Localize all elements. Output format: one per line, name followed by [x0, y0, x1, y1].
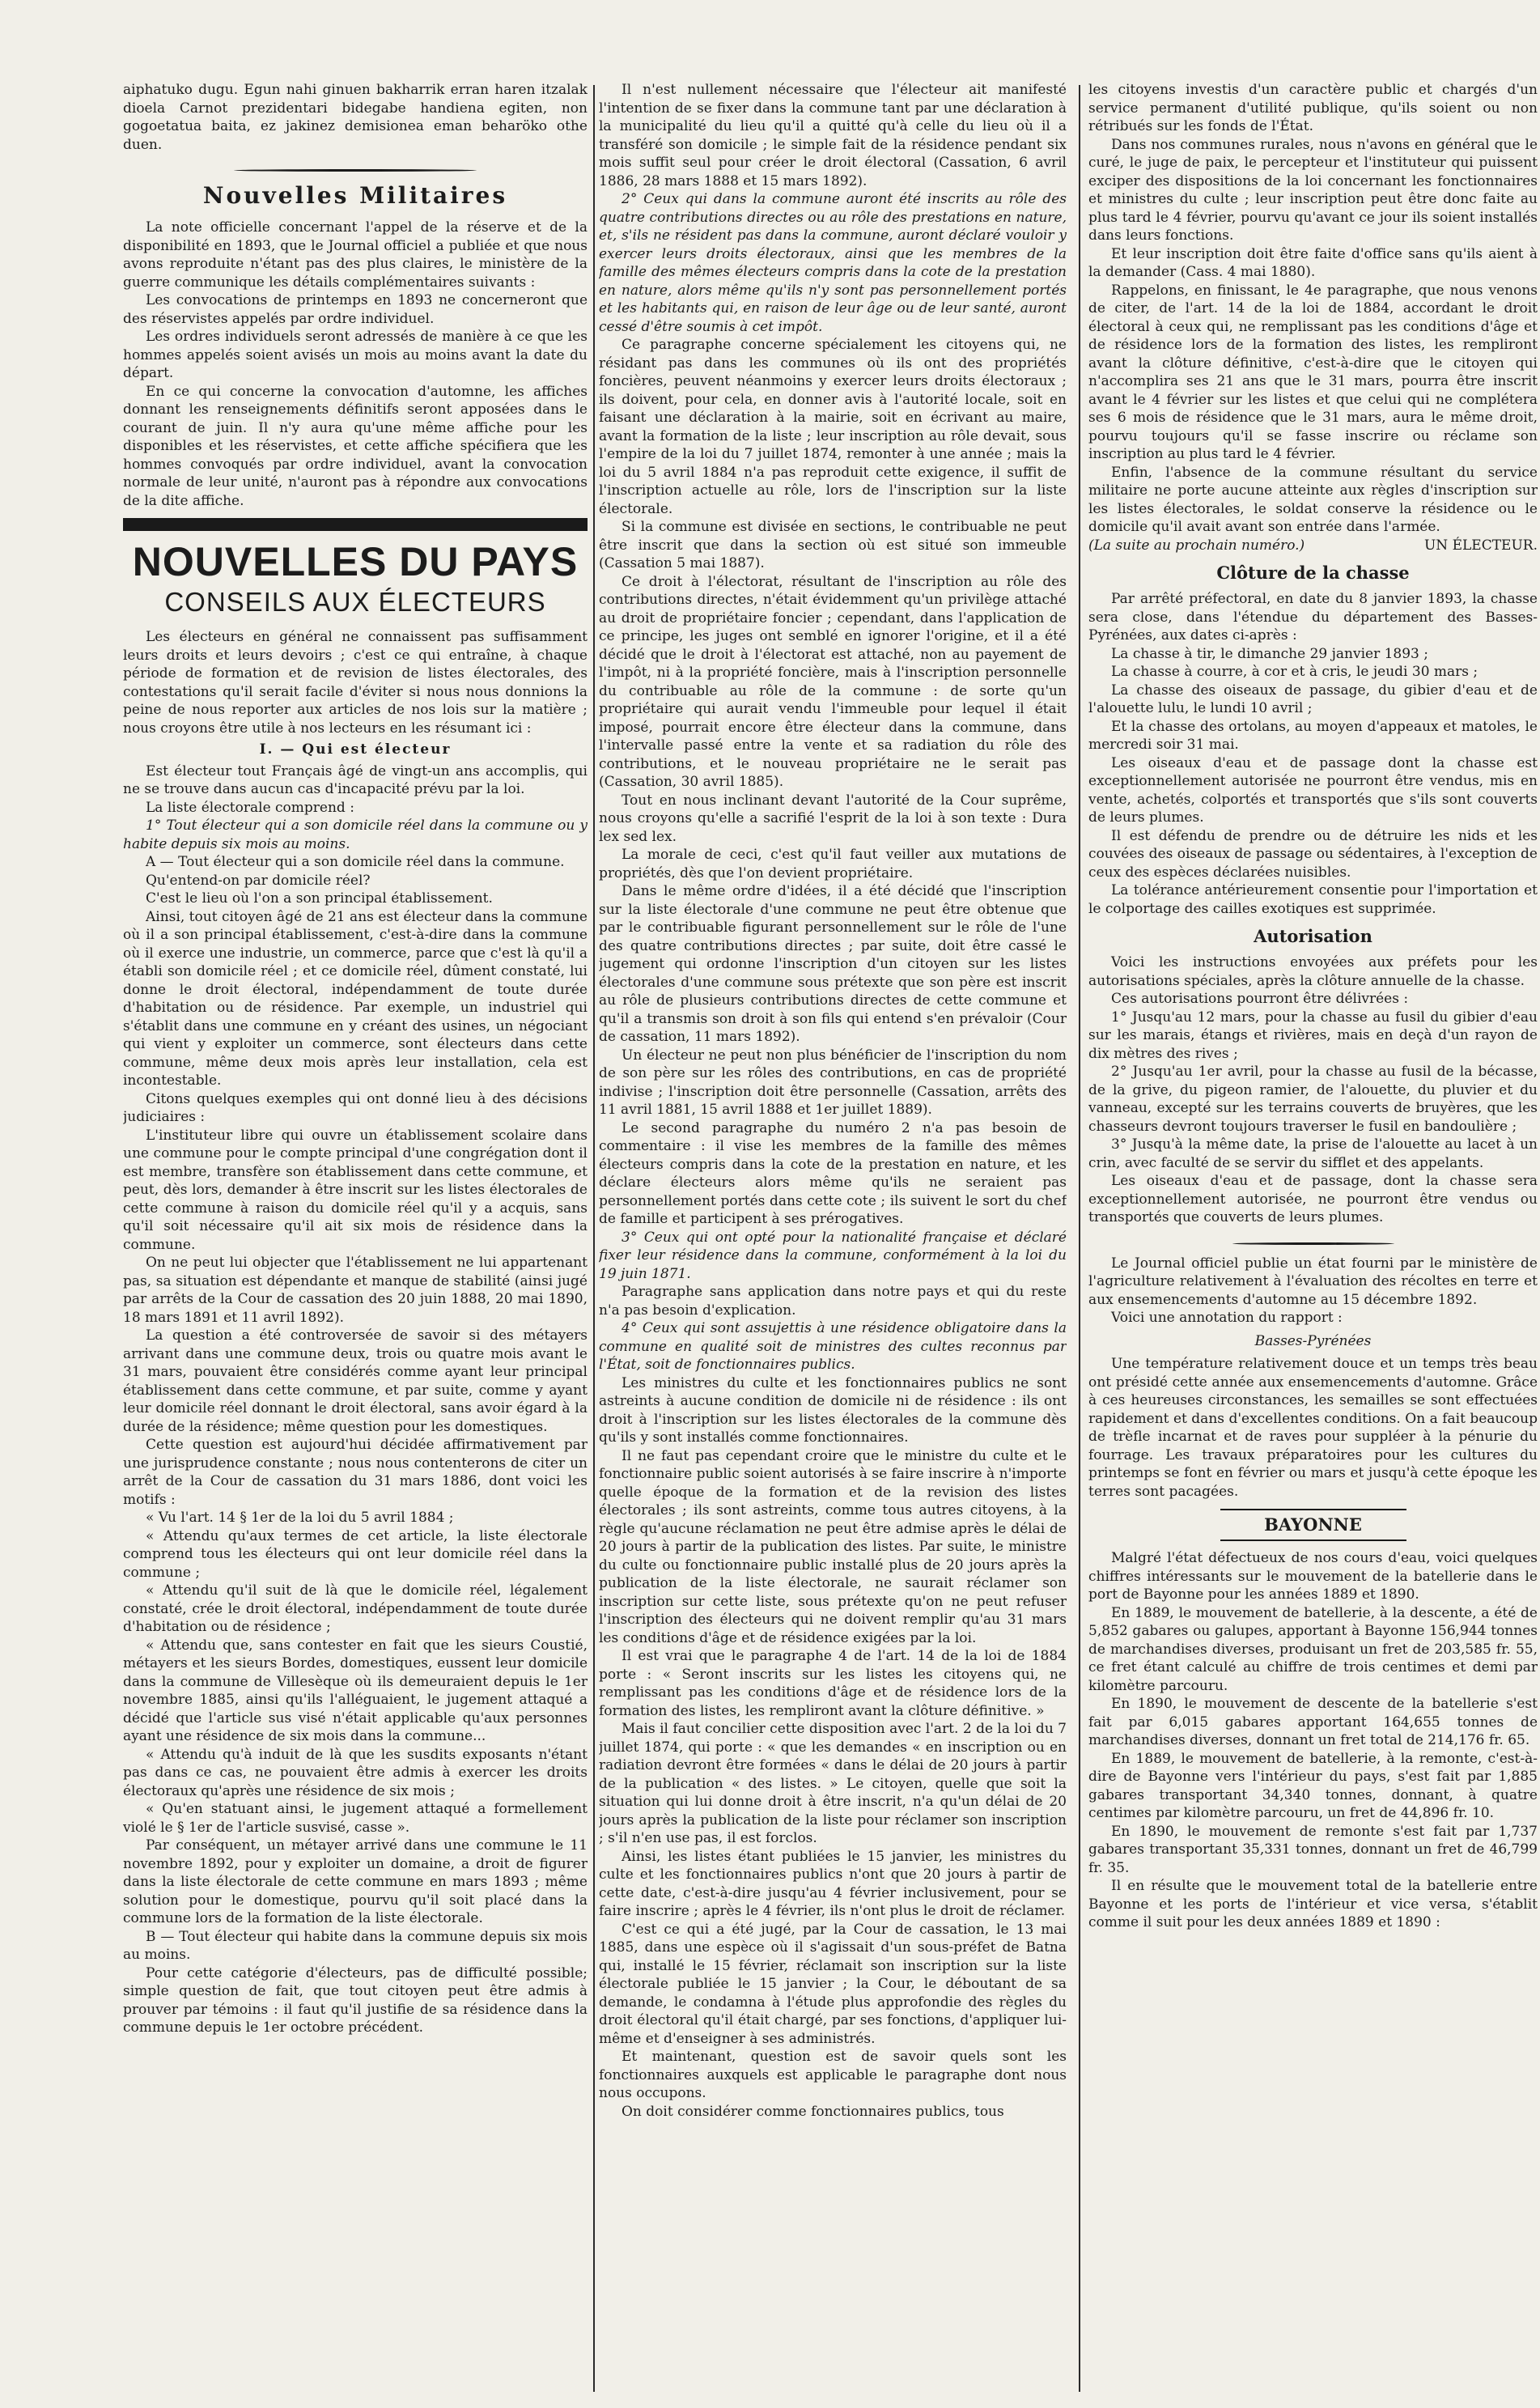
paragraph: Malgré l'état défectueux de nos cours d'eau, voici quelques chiffres intéressants sur le mouvement de la batellerie dans le port de Bayonne pour les années 1889 et 1890. — [1088, 1550, 1538, 1603]
paragraph: « Vu l'art. 14 § 1er de la loi du 5 avril 1884 ; — [146, 1510, 454, 1526]
paragraph: 3° Jusqu'à la même date, la prise de l'alouette au lacet à un crin, avec faculté de se servir du sifflet et des appelants. — [1088, 1136, 1538, 1171]
paragraph: « Qu'en statuant ainsi, le jugement attaqué a formellement violé le § 1er de l'article susvisé, casse ». — [123, 1801, 588, 1836]
paragraph: La chasse à tir, le dimanche 29 janvier 1893 ; — [1111, 645, 1428, 662]
section-bar — [123, 518, 588, 531]
paragraph: Il en résulte que le mouvement total de la batellerie entre Bayonne et les ports de l'intérieur et vice versa, s'établit comme il suit pour les deux années 1889 et 1890 : — [1088, 1878, 1538, 1930]
paragraph: Rappelons, en finissant, le 4e paragraphe, que nous venons de citer, de l'art. 14 de la loi de 1884, accordant le droit électoral à ceux qui, ne remplissant pas les conditions d'âge et de résidence lors de la formation des listes, les rempliront avant la clôture définitive, c'est-à-dire que le citoyen qui n'accomplira ses 21 ans que le 31 mars, pourra être inscrit avant le 4 février sur les listes et que celui qui ne complétera ses 6 mois de résidence que le 31 mars, aura le même droit, pourvu toujours qu'il se fasse inscrire ou réclame son inscription au plus tard le 4 février. — [1088, 282, 1538, 462]
paragraph: La tolérance antérieurement consentie pour l'importation et le colportage des cailles exotiques est supprimée. — [1088, 882, 1538, 917]
paragraph: Il est vrai que le paragraphe 4 de l'art. 14 de la loi de 1884 porte : « Seront inscrits sur les listes les citoyens qui, ne remplissant pas les conditions d'âge et de résidence lors de la formation des listes, les rempliront avant la clôture définitive. » — [599, 1648, 1067, 1719]
paragraph: La chasse des oiseaux de passage, du gibier d'eau et de l'alouette lulu, le lundi 10 avril ; — [1088, 682, 1538, 716]
paragraph: Paragraphe sans application dans notre pays et qui du reste n'a pas besoin d'explication. — [599, 1284, 1067, 1319]
paragraph: C'est ce qui a été jugé, par la Cour de cassation, le 13 mai 1885, dans une espèce où il s'agissait d'un sous-préfet de Batna qui, installé le 15 février, réclamait son inscription sur la liste électorale publiée le 15 janvier ; la Cour, le déboutant de sa demande, le condamna à l'étude plus approfondie des règles du droit électoral qu'il était chargé, par ses fonctions, d'appliquer lui-même et d'enseigner à ses administrés. — [599, 1921, 1067, 2047]
paragraph: Par conséquent, un métayer arrivé dans une commune le 11 novembre 1892, pour y exploiter un domaine, a droit de figurer dans la liste électorale de cette commune en mars 1893 ; même solution pour le domestique, pourvu qu'il soit placé dans la commune lors de la formation de la liste électorale. — [123, 1837, 588, 1926]
paragraph: Citons quelques exemples qui ont donné lieu à des décisions judiciaires : — [123, 1090, 588, 1125]
paragraph: Dans le même ordre d'idées, il a été décidé que l'inscription sur la liste électorale d'une commune ne peut être obtenue que par le contribuable figurant personnellement sur le rôle de l'une des quatre contributions directes ; par suite, doit être cassé le jugement qui ordonne l'inscription d'un citoyen sur les listes électorales d'une commune sous prétexte que son père est inscrit au rôle de plusieurs contributions directes de cette commune et qu'il a transmis son droit à son fils qui entend s'en prévaloir (Cour de cassation, 11 mars 1892). — [599, 883, 1067, 1045]
heading-nouvelles-du-pays: NOUVELLES DU PAYS — [132, 539, 579, 584]
paragraph: Tout en nous inclinant devant l'autorité de la Cour suprême, nous croyons qu'elle a sacrifié l'esprit de la loi à son texte : Dura lex sed lex. — [599, 792, 1067, 845]
paragraph: En 1889, le mouvement de batellerie, à la descente, a été de 5,852 gabares ou galupes, apportant à Bayonne 156,944 tonnes de marchandises diverses, produisant un fret de 203,585 fr. 55, ce fret étant calculé au chiffre de trois centimes et demi par kilomètre parcouru. — [1088, 1604, 1538, 1694]
paragraph: les citoyens investis d'un caractère public et chargés d'un service permanent d'utilité publique, qu'ils soient ou non rétribués sur les fonds de l'État. — [1088, 82, 1538, 134]
paragraph: Si la commune est divisée en sections, le contribuable ne peut être inscrit que dans la section où est situé son immeuble (Cassation 5 mai 1887). — [599, 519, 1067, 571]
paragraph: Ces autorisations pourront être délivrées : — [1111, 991, 1409, 1007]
paragraph: En 1889, le mouvement de batellerie, à la remonte, c'est-à-dire de Bayonne vers l'intérieur du pays, s'est fait par 1,885 gabares transportant 34,340 tonnes, donnant, à quatre centimes par kilomètre parcouru, un fret de 44,896 fr. 10. — [1088, 1750, 1538, 1821]
paragraph: C'est le lieu où l'on a son principal établissement. — [146, 890, 493, 907]
column-2 — [599, 81, 1067, 2384]
paragraph: Ce droit à l'électorat, résultant de l'inscription au rôle des contributions directes, n'était évidemment qu'un privilège attaché au droit de propriétaire foncier ; cependant, dans l'application de ce principe, les juges ont semblé en ignorer l'origine, et il a été décidé que le droit à l'électorat est attaché, non au payement de l'impôt, ni à la propriété foncière, mais à l'inscription personnelle du contribuable au rôle de la commune : de sorte qu'un propriétaire qui aurait vendu l'immeuble pour lequel il était imposé, pourrait encore être électeur dans la commune, dans l'intervalle passé entre la vente et sa radiation du rôle des contributions, et le nouveau propriétaire ne le serait pas (Cassation, 30 avril 1885). — [599, 573, 1067, 790]
paragraph: Voici les instructions envoyées aux préfets pour les autorisations spéciales, après la clôture annuelle de la chasse. — [1088, 954, 1538, 989]
paragraph: Les oiseaux d'eau et de passage, dont la chasse sera exceptionnellement autorisée, ne pourront être vendus ou transportés que couverts de leurs plumes. — [1088, 1173, 1538, 1225]
paragraph: Les convocations de printemps en 1893 ne concerneront que des réservistes appelés par ordre individuel. — [123, 292, 588, 327]
column-rule-1 — [593, 85, 595, 2392]
paragraph: Enfin, l'absence de la commune résultant du service militaire ne porte aucune atteinte aux règles d'inscription sur les listes électorales, le soldat conserve la résidence ou le domicile qu'il avait avant son entrée dans l'armée. — [1088, 464, 1538, 535]
paragraph: Les oiseaux d'eau et de passage dont la chasse est exceptionnellement autorisée ne pourront être vendus, mis en vente, achetés, colportés et transportés que s'ils sont couverts de leurs plumes. — [1088, 754, 1538, 826]
heading-conseils: CONSEILS AUX ÉLECTEURS — [164, 587, 546, 617]
paragraph: Les électeurs en général ne connaissent pas suffisamment leurs droits et leurs devoirs ; c'est ce qui entraîne, à chaque période de formation et de revision de listes électorales, des contestations qu'il serait facile d'éviter si nous nous donnions la peine de nous reporter aux articles de nos lois sur la matière ; nous croyons être utile à nos lecteurs en les résumant ici : — [123, 629, 588, 737]
paragraph: Ainsi, tout citoyen âgé de 21 ans est électeur dans la commune où il a son principal établissement, c'est-à-dire dans la commune où il exerce une industrie, un commerce, parce que c'est là qu'il a établi son domicile réel ; et ce domicile réel, dûment constaté, lui donne le droit électoral, indépendamment de toute durée d'habitation ou de résidence. Par exemple, un industriel qui s'établit dans une commune en y créant des usines, un négociant qui vient y exploiter un commerce, sont électeurs dans cette commune, même deux mois après leur installation, cela est incontestable. — [123, 908, 588, 1089]
paragraph: A — Tout électeur qui a son domicile réel dans la commune. — [146, 854, 565, 870]
column-3 — [1088, 81, 1538, 2384]
paragraph: 1° Jusqu'au 12 mars, pour la chasse au fusil du gibier d'eau sur les marais, étangs et rivières, mais en deçà d'un rayon de dix mètres des rives ; — [1088, 1009, 1538, 1062]
paragraph: On doit considérer comme fonctionnaires publics, tous — [622, 2103, 1004, 2120]
paragraph: Ainsi, les listes étant publiées le 15 janvier, les ministres du culte et les fonctionnaires publics n'ont que 20 jours à partir de cette date, c'est-à-dire jusqu'au 4 février inclusivement, pour se faire inscrire ; après le 4 février, ils n'ont plus le droit de réclamer. — [599, 1848, 1067, 1919]
paragraph: La question a été controversée de savoir si des métayers arrivant dans une commune deux, trois ou quatre mois avant le 31 mars, pouvaient être considérés comme ayant leur principal établissement dans cette commune, et par suite, comme y ayant leur domicile réel donnant le droit électoral, sans avoir égard à la durée de la résidence; même question pour les domestiques. — [123, 1327, 588, 1435]
paragraph: Cette question est aujourd'hui décidée affirmativement par une jurisprudence constante ; nous nous contenterons de citer un arrêt de la Cour de cassation du 31 mars 1886, dont voici les motifs : — [123, 1437, 588, 1508]
heading-chasse: Clôture de la chasse — [1216, 563, 1410, 583]
paragraph: « Attendu qu'aux termes de cet article, la liste électorale comprend tous les électeurs qui ont leur domicile réel dans la commune ; — [123, 1527, 588, 1581]
paragraph: L'instituteur libre qui ouvre un établissement scolaire dans une commune pour le compte principal d'une congrégation dont il est membre, transfère son établissement dans cette commune, et peut, dès lors, demander à être inscrit sur les listes électorales de cette commune à raison du domicile réel qu'il y a acquis, sans qu'il soit nécessaire qu'il ait six mois de résidence dans la commune. — [123, 1127, 588, 1253]
paragraph: Mais il faut concilier cette disposition avec l'art. 2 de la loi du 7 juillet 1874, qui porte : « que les demandes « en inscription ou en radiation devront être formées « dans le délai de 20 jours à partir de la publication « des listes. » Le citoyen, quelle que soit la situation qui lui donne droit à être inscrit, n'a qu'un délai de 20 jours après la publication de la liste pour réclamer son inscription ; s'il n'en use pas, il est forclos. — [599, 1721, 1067, 1846]
column-rule-2 — [1079, 85, 1080, 2392]
column-1 — [123, 81, 588, 2384]
paragraph: 1° Tout électeur qui a son domicile réel dans la commune ou y habite depuis six mois au moins. — [123, 818, 588, 852]
continued-note: (La suite au prochain numéro.) — [1088, 537, 1305, 554]
paragraph: On ne peut lui objecter que l'établissement ne lui appartenant pas, sa situation est dépendante et manque de stabilité (ainsi jugé par arrêts de la Cour de cassation des 20 juin 1888, 20 mai 1890, 18 mars 1891 et 11 avril 1892). — [123, 1255, 588, 1326]
paragraph: B — Tout électeur qui habite dans la commune depuis six mois au moins. — [123, 1928, 588, 1963]
paragraph: Les ordres individuels seront adressés de manière à ce que les hommes appelés soient avisés un mois au moins avant la date du départ. — [123, 329, 588, 381]
paragraph: En 1890, le mouvement de remonte s'est fait par 1,737 gabares transportant 35,331 tonnes, donnant un fret de 46,799 fr. 35. — [1088, 1823, 1538, 1876]
paragraph: 2° Jusqu'au 1er avril, pour la chasse au fusil de la bécasse, de la grive, du pigeon ramier, de l'alouette, du pluvier et du vanneau, excepté sur les terrains couverts de bruyères, que les chasseurs devront toujours traverser le fusil en bandoulière ; — [1088, 1064, 1538, 1135]
paragraph: 4° Ceux qui sont assujettis à une résidence obligatoire dans la commune en qualité soit de ministres des cultes reconnus par l'État, soit de fonctionnaires publics. — [599, 1320, 1067, 1373]
paragraph: La morale de ceci, c'est qu'il faut veiller aux mutations de propriétés, dès que l'on devient propriétaire. — [599, 847, 1067, 881]
paragraph: Qu'entend-on par domicile réel? — [146, 872, 371, 889]
paragraph: Les ministres du culte et les fonctionnaires publics ne sont astreints à aucune condition de domicile ni de résidence : ils ont droit à l'inscription sur les listes électorales de la commune dès qu'ils y sont installés comme fonctionnaires. — [599, 1374, 1067, 1446]
paragraph: Dans nos communes rurales, nous n'avons en général que le curé, le juge de paix, le percepteur et l'instituteur qui puissent exciper des dispositions de la loi concernant les fonctionnaires et ministres du culte ; leur inscription peut être donc faite au plus tard le 4 février, pourvu qu'avant ce jour ils soient installés dans leurs fonctions. — [1088, 136, 1538, 244]
ornament-divider — [1232, 1238, 1394, 1250]
paragraph: Une température relativement douce et un temps très beau ont présidé cette année aux ensemencements d'automne. Grâce à ces heureuses circonstances, les semailles se sont effectuées rapidement et dans d'excellentes conditions. On a fait beaucoup de trèfle incarnat et de raves pour suppléer à la pénurie du fourrage. Les travaux préparatoires pour les cultures du printemps se font en février ou mars et jusqu'à cette époque les terres sont pacagées. — [1088, 1356, 1538, 1500]
paragraph: Et la chasse des ortolans, au moyen d'appeaux et matoles, le mercredi soir 31 mai. — [1088, 718, 1538, 753]
paragraph: Le second paragraphe du numéro 2 n'a pas besoin de commentaire : il vise les membres de la famille des mêmes électeurs compris dans la cote de la prestation en nature, et les déclare électeurs alors même qu'ils ne seraient pas personnellement portés dans cette cote ; ils suivent le sort du chef de famille et participent à ses prérogatives. — [599, 1119, 1067, 1227]
paragraph: 2° Ceux qui dans la commune auront été inscrits au rôle des quatre contributions directes ou au rôle des prestations en nature, et, s'ils ne résident pas dans la commune, auront déclaré vouloir y exercer leurs droits électoraux, ainsi que les membres de la famille des mêmes électeurs compris dans la cote de la prestation en nature, alors même qu'ils n'y sont pas personnellement portés et les habitants qui, en raison de leur âge ou de leur santé, auront cessé d'être soumis à cet impôt. — [599, 191, 1067, 335]
paragraph: Le Journal officiel publie un état fourni par le ministère de l'agriculture relativement à l'évaluation des récoltes en terre et aux ensemencements d'automne au 15 décembre 1892. — [1088, 1255, 1538, 1308]
paragraph: Il est défendu de prendre ou de détruire les nids et les couvées des oiseaux de passage ou sédentaires, à l'exception de ceux des espèces déclarées nuisibles. — [1088, 827, 1538, 881]
ornament-divider — [234, 165, 477, 176]
heading-bayonne: BAYONNE — [1220, 1509, 1406, 1541]
paragraph: Voici une annotation du rapport : — [1111, 1310, 1343, 1326]
paragraph: Il ne faut pas cependant croire que le ministre du culte et le fonctionnaire public soient autorisés à se faire inscrire à n'importe quelle époque de la formation et de la revision des listes électorales ; ils sont astreints, comme tous autres citoyens, à la règle qu'aucune réclamation ne peut être admise après le délai de 20 jours à partir de la publication des listes. Par suite, le ministre du culte ou fonctionnaire public installé plus de 20 jours après la publication de la liste électorale, ne saurait réclamer son inscription sur cette liste, sous prétexte qu'on ne peut refuser l'inscription des électeurs qui ne doivent remplir qu'au 31 mars les conditions d'âge et de résidence exigées par la loi. — [599, 1447, 1067, 1646]
paragraph: Il n'est nullement nécessaire que l'électeur ait manifesté l'intention de se fixer dans la commune tant par une déclaration à la municipalité du lieu qu'il a quitté qu'à celle du lieu où il a transféré son domicile ; le simple fait de la résidence pendant six mois suffit seul pour créer le droit électoral (Cassation, 6 avril 1886, 28 mars 1888 et 15 mars 1892). — [599, 82, 1067, 189]
paragraph: En 1890, le mouvement de descente de la batellerie s'est fait par 6,015 gabares apportant 164,655 tonnes de marchandises diverses, donnant un fret total de 214,176 fr. 65. — [1088, 1696, 1538, 1748]
paragraph: La liste électorale comprend : — [146, 799, 354, 816]
paragraph: Ce paragraphe concerne spécialement les citoyens qui, ne résidant pas dans les communes où ils ont des propriétés foncières, peuvent néanmoins y exercer leurs droits électoraux ; ils doivent, pour cela, en donner avis à l'autorité locale, soit en faisant une déclaration à la mairie, soit en écrivant au maire, avant la formation de la liste ; leur inscription au rôle devait, sous l'empire de la loi du 7 juillet 1874, remonter à une année ; mais la loi du 5 avril 1884 n'a pas reproduit cette exigence, il suffit de l'inscription actuelle au rôle, lors de l'inscription sur la liste électorale. — [599, 337, 1067, 517]
signature-line — [1088, 537, 1538, 555]
paragraph: Pour cette catégorie d'électeurs, pas de difficulté possible; simple question de fait, que tout citoyen peut être admis à prouver par témoins : il faut qu'il justifie de sa résidence dans la commune depuis le 1er octobre précédent. — [123, 1964, 588, 2036]
paragraph: Et maintenant, question est de savoir quels sont les fonctionnaires auxquels est applicable le paragraphe dont nous nous occupons. — [599, 2049, 1067, 2101]
basque-text: aiphatuko dugu. Egun nahi ginuen bakharrik erran haren itzalak dioela Carnot prezidentari bidegabe handiena egiten, non gogoetatua baita, ez jakinez demisionea eman beharöko othe duen. — [123, 82, 588, 153]
paragraph: Un électeur ne peut non plus bénéficier de l'inscription du nom de son père sur les rôles des contributions, en cas de propriété indivise ; l'inscription doit être personnelle (Cassation, arrêts des 11 avril 1881, 15 avril 1888 et 1er juillet 1889). — [599, 1047, 1067, 1118]
heading-autorisation: Autorisation — [1254, 926, 1372, 946]
paragraph: Par arrêté préfectoral, en date du 8 janvier 1893, la chasse sera close, dans l'étendue du département des Basses-Pyrénées, aux dates ci-après : — [1088, 591, 1538, 643]
paragraph: En ce qui concerne la convocation d'automne, les affiches donnant les renseignements définitifs seront apposées dans le courant de juin. Il n'y aura qu'une même affiche pour les disponibles et les réservistes, et cette affiche spécifiera que les hommes convoqués par ordre individuel, avant la convocation normale de leur unité, n'auront pas à répondre aux convocations de la dite affiche. — [123, 383, 588, 509]
paragraph: La note officielle concernant l'appel de la réserve et de la disponibilité en 1893, que le Journal officiel a publiée et que nous avons reproduite n'étant pas des plus claires, le ministère de la guerre communique les détails complémentaires suivants : — [123, 219, 588, 291]
paragraph: « Attendu qu'il suit de là que le domicile réel, légalement constaté, crée le droit électoral, indépendamment de toute durée d'habitation ou de résidence ; — [123, 1582, 588, 1635]
paragraph: « Attendu que, sans contester en fait que les sieurs Coustié, métayers et les sieurs Bordes, domestiques, eussent leur domicile dans la commune de Villesèque où ils demeuraient depuis le 1er novembre 1885, ainsi qu'ils l'alléguaient, le jugement attaqué a décidé que l'article sus visé n'était applicable qu'aux personnes ayant une résidence de six mois dans la commune... — [123, 1637, 588, 1744]
paragraph: Est électeur tout Français âgé de vingt-un ans accomplis, qui ne se trouve dans aucun cas d'incapacité prévu par la loi. — [123, 762, 588, 797]
section-heading: I. — Qui est électeur — [259, 741, 452, 758]
heading-militaires: Nouvelles Militaires — [202, 182, 508, 209]
region-heading: Basses-Pyrénées — [1254, 1332, 1372, 1349]
paragraph: « Attendu qu'à induit de là que les susdits exposants n'étant pas dans ce cas, ne pouvaient être admis à exercer les droits électoraux qu'après une résidence de six mois ; — [123, 1746, 588, 1799]
paragraph: La chasse à courre, à cor et à cris, le jeudi 30 mars ; — [1111, 664, 1478, 680]
paragraph: Et leur inscription doit être faite d'office sans qu'ils aient à la demander (Cass. 4 mai 1880). — [1088, 245, 1538, 280]
author-signature: UN ÉLECTEUR. — [1423, 537, 1538, 554]
paragraph: 3° Ceux qui ont opté pour la nationalité française et déclaré fixer leur résidence dans la commune, conformément à la loi du 19 juin 1871. — [599, 1229, 1067, 1282]
